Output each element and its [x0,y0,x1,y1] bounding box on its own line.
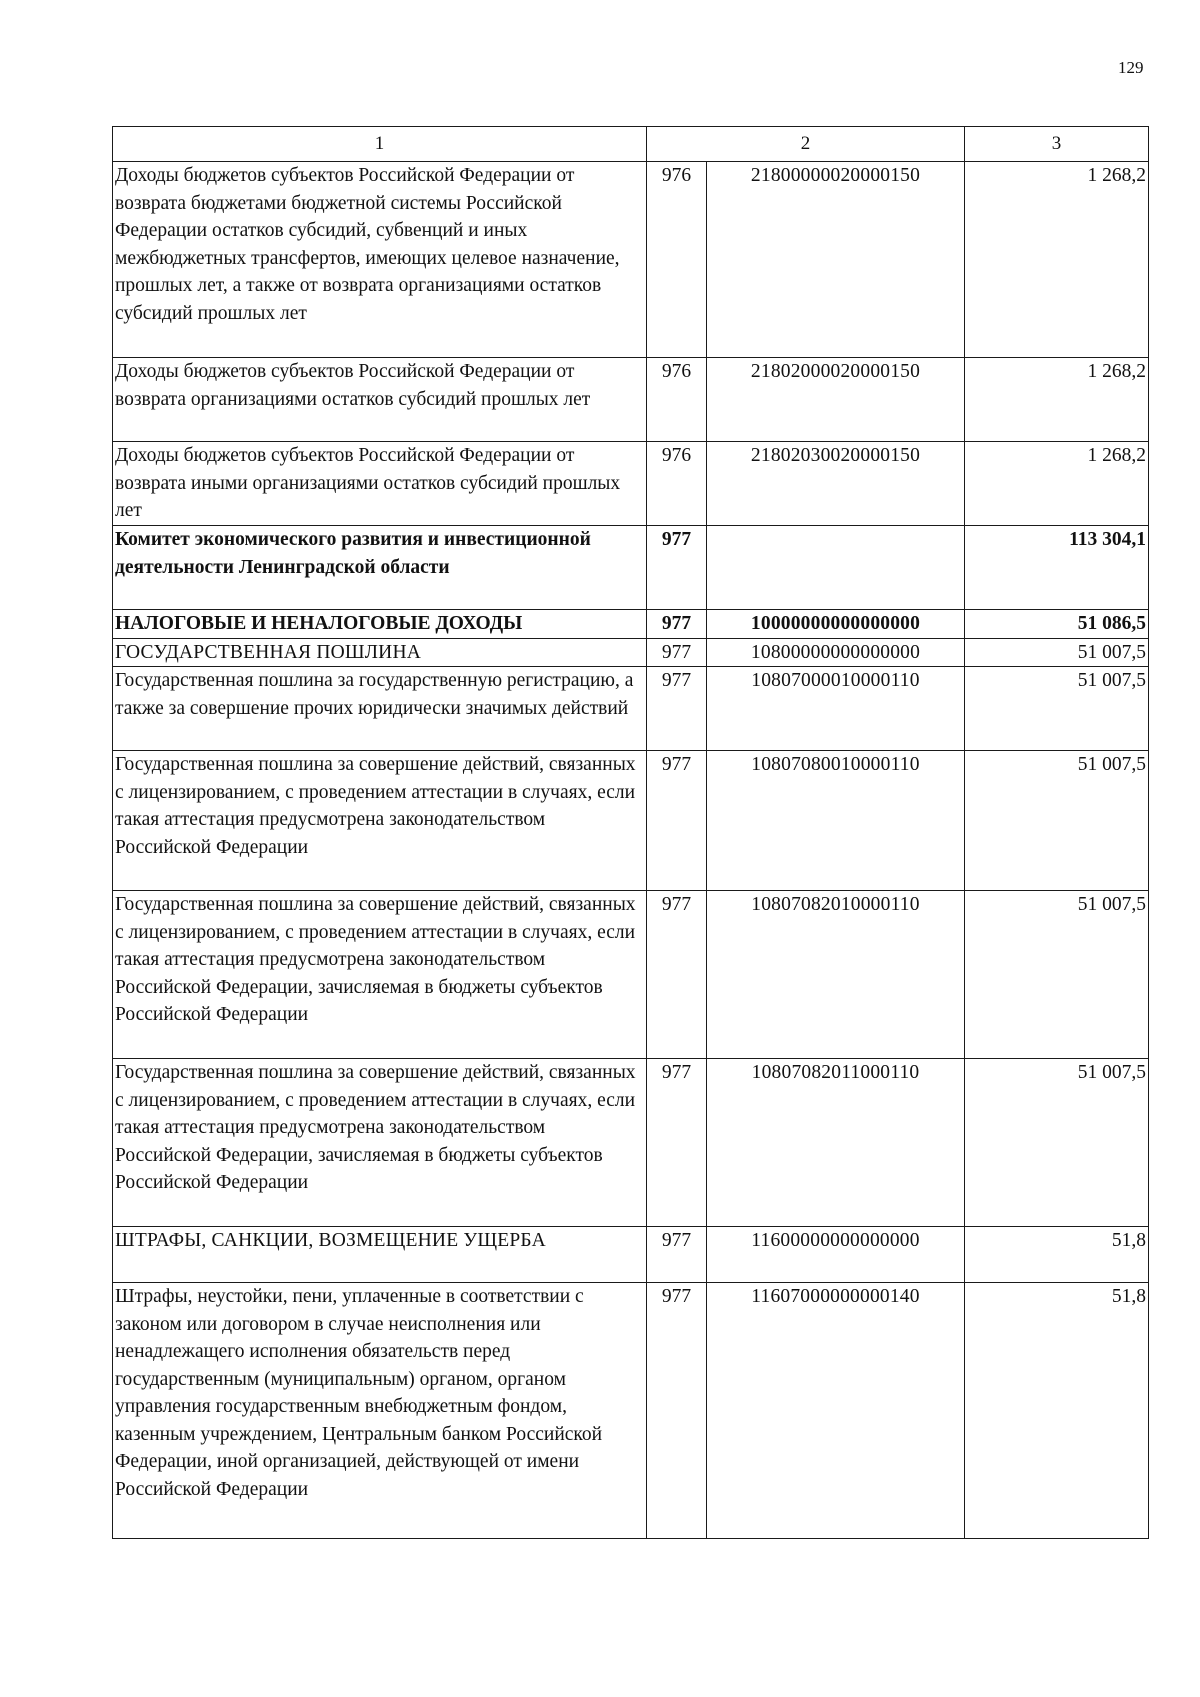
row-name: Комитет экономического развития и инвестиционной деятельности Ленинградской области [113,526,647,610]
row-admin-code: 977 [647,1059,707,1227]
row-budget-code [707,526,965,610]
table-row [113,891,1149,1059]
row-name: Государственная пошлина за государственную регистрацию, а также за совершение прочих юридически значимых действий [113,667,647,751]
row-budget-code: 10807082010000110 [707,891,965,1059]
row-name: ШТРАФЫ, САНКЦИИ, ВОЗМЕЩЕНИЕ УЩЕРБА [113,1227,647,1283]
table-row [113,751,1149,891]
row-budget-code: 10807082011000110 [707,1059,965,1227]
row-name: Штрафы, неустойки, пени, уплаченные в соответствии с законом или договором в случае неисполнения или ненадлежащего исполнения обязательств перед государственным (муниципальным) органом, органом управления государственным внебюджетным фондом, казенным учреждением, Центральным банком Российской Федерации, иной организацией, действующей от имени Российской Федерации [113,1283,647,1539]
row-amount: 51,8 [965,1283,1149,1539]
table-row [113,526,1149,610]
table-row [113,1227,1149,1283]
row-admin-code: 976 [647,162,707,358]
header-col-3: 3 [965,127,1149,162]
row-budget-code: 10000000000000000 [707,610,965,639]
header-col-2: 2 [647,127,965,162]
table-row [113,162,1149,358]
row-budget-code: 10807080010000110 [707,751,965,891]
row-amount: 113 304,1 [965,526,1149,610]
row-name: Доходы бюджетов субъектов Российской Федерации от возврата иными организациями остатков субсидий прошлых лет [113,442,647,526]
row-admin-code: 976 [647,442,707,526]
row-budget-code: 21800000020000150 [707,162,965,358]
row-amount: 51 007,5 [965,751,1149,891]
row-admin-code: 977 [647,891,707,1059]
row-name: Государственная пошлина за совершение действий, связанных с лицензированием, с проведением аттестации в случаях, если такая аттестация предусмотрена законодательством Российской Федерации [113,751,647,891]
row-amount: 51 086,5 [965,610,1149,639]
budget-revenue-table [112,126,1149,1539]
row-amount: 51 007,5 [965,638,1149,667]
row-budget-code: 11607000000000140 [707,1283,965,1539]
row-admin-code: 977 [647,1227,707,1283]
row-admin-code: 976 [647,358,707,442]
row-budget-code: 11600000000000000 [707,1227,965,1283]
row-name: НАЛОГОВЫЕ И НЕНАЛОГОВЫЕ ДОХОДЫ [113,610,647,639]
row-admin-code: 977 [647,638,707,667]
row-budget-code: 21802030020000150 [707,442,965,526]
row-amount: 51,8 [965,1227,1149,1283]
row-amount: 1 268,2 [965,162,1149,358]
row-name: ГОСУДАРСТВЕННАЯ ПОШЛИНА [113,638,647,667]
table-row [113,1059,1149,1227]
table-row [113,667,1149,751]
row-admin-code: 977 [647,610,707,639]
row-budget-code: 10807000010000110 [707,667,965,751]
row-amount: 1 268,2 [965,358,1149,442]
table-row [113,638,1149,667]
table-header-row [113,127,1149,162]
row-amount: 51 007,5 [965,1059,1149,1227]
table-row [113,358,1149,442]
table-row [113,1283,1149,1539]
row-amount: 1 268,2 [965,442,1149,526]
row-budget-code: 10800000000000000 [707,638,965,667]
table-row [113,442,1149,526]
row-name: Государственная пошлина за совершение действий, связанных с лицензированием, с проведением аттестации в случаях, если такая аттестация предусмотрена законодательством Российской Федерации, зачисляемая в бюджеты субъектов Российской Федерации [113,891,647,1059]
row-name: Государственная пошлина за совершение действий, связанных с лицензированием, с проведением аттестации в случаях, если такая аттестация предусмотрена законодательством Российской Федерации, зачисляемая в бюджеты субъектов Российской Федерации [113,1059,647,1227]
row-amount: 51 007,5 [965,667,1149,751]
row-admin-code: 977 [647,1283,707,1539]
table-row [113,610,1149,639]
row-admin-code: 977 [647,667,707,751]
row-admin-code: 977 [647,751,707,891]
page-number: 129 [1118,58,1144,77]
row-name: Доходы бюджетов субъектов Российской Федерации от возврата организациями остатков субсидий прошлых лет [113,358,647,442]
row-name: Доходы бюджетов субъектов Российской Федерации от возврата бюджетами бюджетной системы Российской Федерации остатков субсидий, субвенций и иных межбюджетных трансфертов, имеющих целевое назначение, прошлых лет, а также от возврата организациями остатков субсидий прошлых лет [113,162,647,358]
header-col-1: 1 [113,127,647,162]
row-budget-code: 21802000020000150 [707,358,965,442]
row-amount: 51 007,5 [965,891,1149,1059]
row-admin-code: 977 [647,526,707,610]
